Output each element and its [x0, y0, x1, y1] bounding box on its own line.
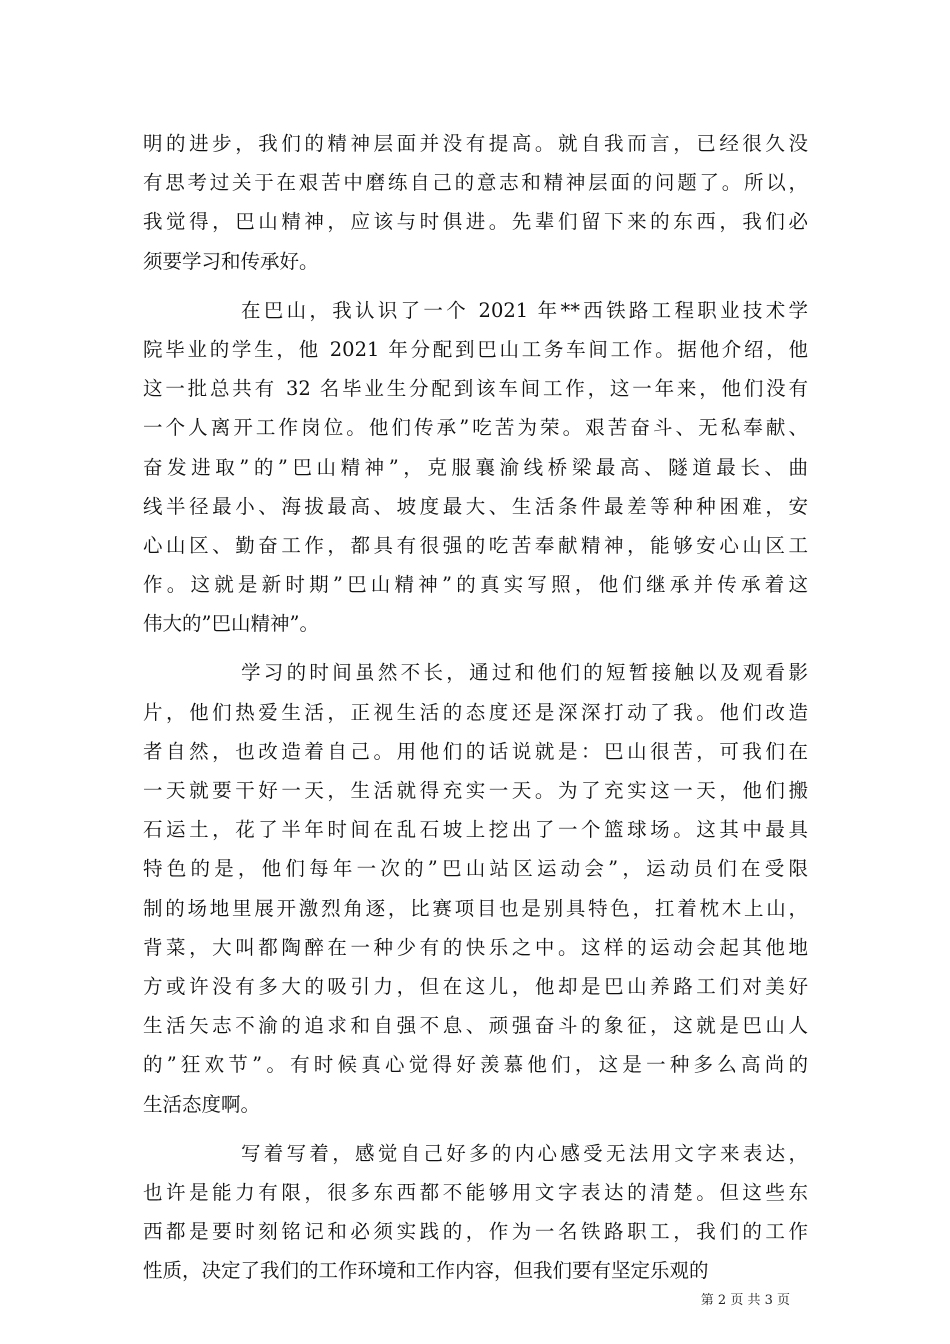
- page-number: 第 2 页 共 3 页: [700, 1293, 790, 1308]
- text-line: 奋发进取”的”巴山精神”，克服襄渝线桥梁最高、隧道最长、曲: [143, 455, 808, 479]
- text-line: 制的场地里展开激烈角逐，比赛项目也是别具特色，扛着枕木上山，: [143, 896, 808, 920]
- text-line: 也许是能力有限，很多东西都不能够用文字表达的清楚。但这些东: [143, 1180, 808, 1204]
- text-line: 伟大的”巴山精神”。: [143, 612, 319, 636]
- text-line: 作。这就是新时期”巴山精神”的真实写照，他们继承并传承着这: [143, 573, 808, 597]
- text-line: 线半径最小、海拔最高、坡度最大、生活条件最差等种种困难，安: [143, 494, 808, 518]
- text-line: 者自然，也改造着自己。用他们的话说就是：巴山很苦，可我们在: [143, 739, 808, 763]
- body-text: [143, 124, 808, 1290]
- text-line: 心山区、勤奋工作，都具有很强的吃苦奉献精神，能够安心山区工: [143, 533, 808, 557]
- paragraph-gap: [143, 1124, 808, 1134]
- text-line: 院毕业的学生，他 2021 年分配到巴山工务车间工作。据他介绍，他: [143, 337, 808, 361]
- paragraph: [143, 1134, 808, 1291]
- text-line: 写着写着，感觉自己好多的内心感受无法用文字来表达，: [241, 1141, 808, 1165]
- text-line: 片，他们热爱生活，正视生活的态度还是深深打动了我。他们改造: [143, 700, 808, 724]
- text-line: 我觉得，巴山精神，应该与时俱进。先辈们留下来的东西，我们必: [143, 210, 808, 234]
- text-line: 的”狂欢节”。有时候真心觉得好羡慕他们，这是一种多么高尚的: [143, 1053, 808, 1077]
- text-line: 明的进步，我们的精神层面并没有提高。就自我而言，已经很久没: [143, 132, 808, 155]
- text-line: 西都是要时刻铭记和必须实践的，作为一名铁路职工，我们的工作: [143, 1220, 808, 1244]
- paragraph: [143, 653, 808, 1123]
- text-line: 须要学习和传承好。: [143, 249, 319, 273]
- text-line: 一个人离开工作岗位。他们传承”吃苦为荣。艰苦奋斗、无私奉献、: [143, 416, 808, 440]
- paragraph-gap: [143, 643, 808, 653]
- paragraph: [143, 291, 808, 644]
- text-line: 性质，决定了我们的工作环境和工作内容，但我们要有坚定乐观的: [143, 1259, 709, 1283]
- text-line: 生活矢志不渝的追求和自强不息、顽强奋斗的象征，这就是巴山人: [143, 1014, 808, 1038]
- text-line: 有思考过关于在艰苦中磨练自己的意志和精神层面的问题了。所以，: [143, 171, 808, 195]
- text-line: 这一批总共有 32 名毕业生分配到该车间工作，这一年来，他们没有: [143, 377, 808, 401]
- text-line: 生活态度啊。: [143, 1092, 261, 1116]
- text-line: 特色的是，他们每年一次的”巴山站区运动会”，运动员们在受限: [143, 857, 808, 881]
- text-line: 在巴山，我认识了一个 2021 年**西铁路工程职业技术学: [241, 298, 808, 322]
- text-line: 一天就要干好一天，生活就得充实一天。为了充实这一天，他们搬: [143, 779, 808, 802]
- paragraph: [143, 124, 808, 281]
- text-line: 石运土，花了半年时间在乱石坡上挖出了一个篮球场。这其中最具: [143, 818, 808, 842]
- text-line: 方或许没有多大的吸引力，但在这儿，他却是巴山养路工们对美好: [143, 974, 808, 998]
- text-line: 背菜，大叫都陶醉在一种少有的快乐之中。这样的运动会起其他地: [143, 935, 808, 959]
- paragraph-gap: [143, 281, 808, 291]
- text-line: 学习的时间虽然不长，通过和他们的短暂接触以及观看影: [241, 661, 808, 685]
